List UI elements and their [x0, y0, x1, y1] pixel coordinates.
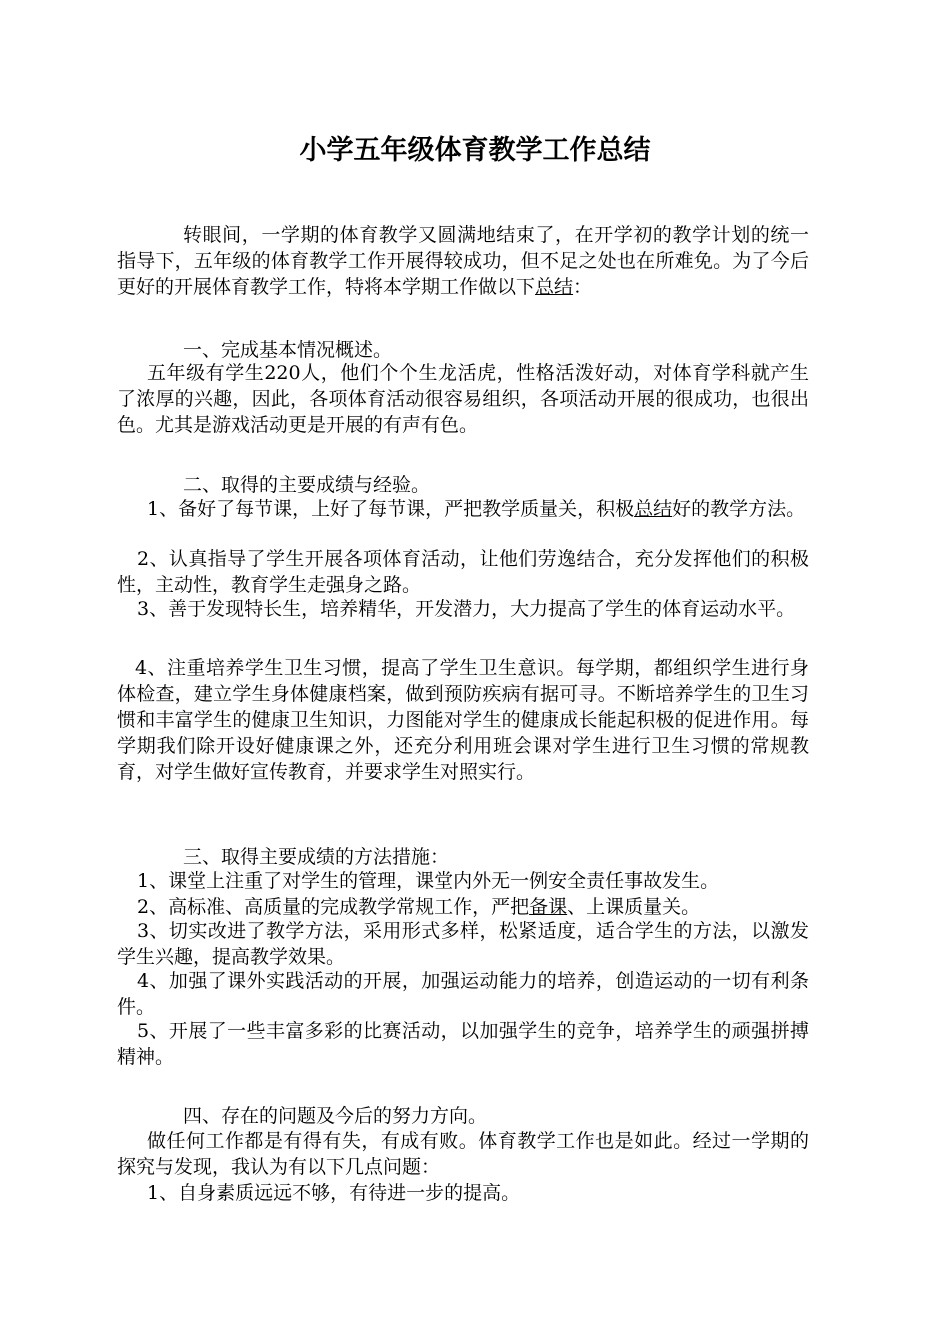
section1-body: 五年级有学生220人，他们个个生龙活虎，性格活泼好动，对体育学科就产生了浓厚的兴趣，因此，各项体育活动很容易组织，各项活动开展的很成功，也很出色。尤其是游戏活动更是开展的有声有色。 [117, 362, 809, 436]
section2-item1-text: 1、备好了每节课，上好了每节课，严把教学质量关，积极 [147, 498, 635, 520]
section3-item2 [117, 894, 809, 920]
section3-item1: 1、课堂上注重了对学生的管理，课堂内外无一例安全责任事故发生。 [137, 870, 720, 892]
intro-underlined-link: 总结 [535, 276, 574, 298]
section2-item4: 4、注重培养学生卫生习惯，提高了学生卫生意识。每学期，都组织学生进行身体检查，建立学生身体健康档案，做到预防疾病有据可寻。不断培养学生的卫生习惯和丰富学生的健康卫生知识，力图能对学生的健康成长能起积极的促进作用。每学期我们除开设好健康课之外，还充分利用班会课对学生进行卫生习惯的常规教育，对学生做好宣传教育，并要求学生对照实行。 [117, 657, 809, 783]
intro-text-end: ： [573, 276, 593, 298]
section2-heading: 二、取得的主要成绩与经验。 [183, 474, 431, 496]
section3-item3: 3、切实改进了教学方法，采用形式多样，松紧适度，适合学生的方法，以激发学生兴趣，提高教学效果。 [117, 920, 809, 968]
section3-item2-underlined: 备课 [529, 896, 568, 918]
intro-text: 转眼间，一学期的体育教学又圆满地结束了，在开学初的教学计划的统一指导下，五年级的体育教学工作开展得较成功，但不足之处也在所难免。为了今后更好的开展体育教学工作，特将本学期工作做以下 [117, 224, 809, 298]
section3-item5: 5、开展了一些丰富多彩的比赛活动，以加强学生的竞争，培养学生的顽强拼搏精神。 [117, 1020, 809, 1068]
section4-item1: 1、自身素质远远不够，有待进一步的提高。 [147, 1182, 521, 1204]
section2-item3: 3、善于发现特长生，培养精华，开发潜力，大力提高了学生的体育运动水平。 [137, 598, 796, 620]
section3-item2-text-end: 、上课质量关。 [567, 896, 701, 918]
section3-item2-text: 2、高标准、高质量的完成教学常规工作，严把 [137, 896, 530, 918]
section2-item1-underlined: 总结 [634, 498, 673, 520]
document-title: 小学五年级体育教学工作总结 [299, 135, 651, 166]
section4-body: 做任何工作都是有得有失，有成有败。体育教学工作也是如此。经过一学期的探究与发现，我认为有以下几点问题： [117, 1130, 809, 1178]
section3-item4: 4、加强了课外实践活动的开展，加强运动能力的培养，创造运动的一切有利条件。 [117, 970, 809, 1018]
section2-item2: 2、认真指导了学生开展各项体育活动，让他们劳逸结合，充分发挥他们的积极性，主动性，教育学生走强身之路。 [117, 548, 809, 596]
section4-heading: 四、存在的问题及今后的努力方向。 [183, 1105, 488, 1127]
section1-heading: 一、完成基本情况概述。 [183, 339, 393, 361]
intro-paragraph [117, 222, 809, 300]
section2-item1-text-end: 好的教学方法。 [672, 498, 806, 520]
section3-heading: 三、取得主要成绩的方法措施： [183, 846, 450, 868]
section2-item1 [117, 496, 809, 522]
